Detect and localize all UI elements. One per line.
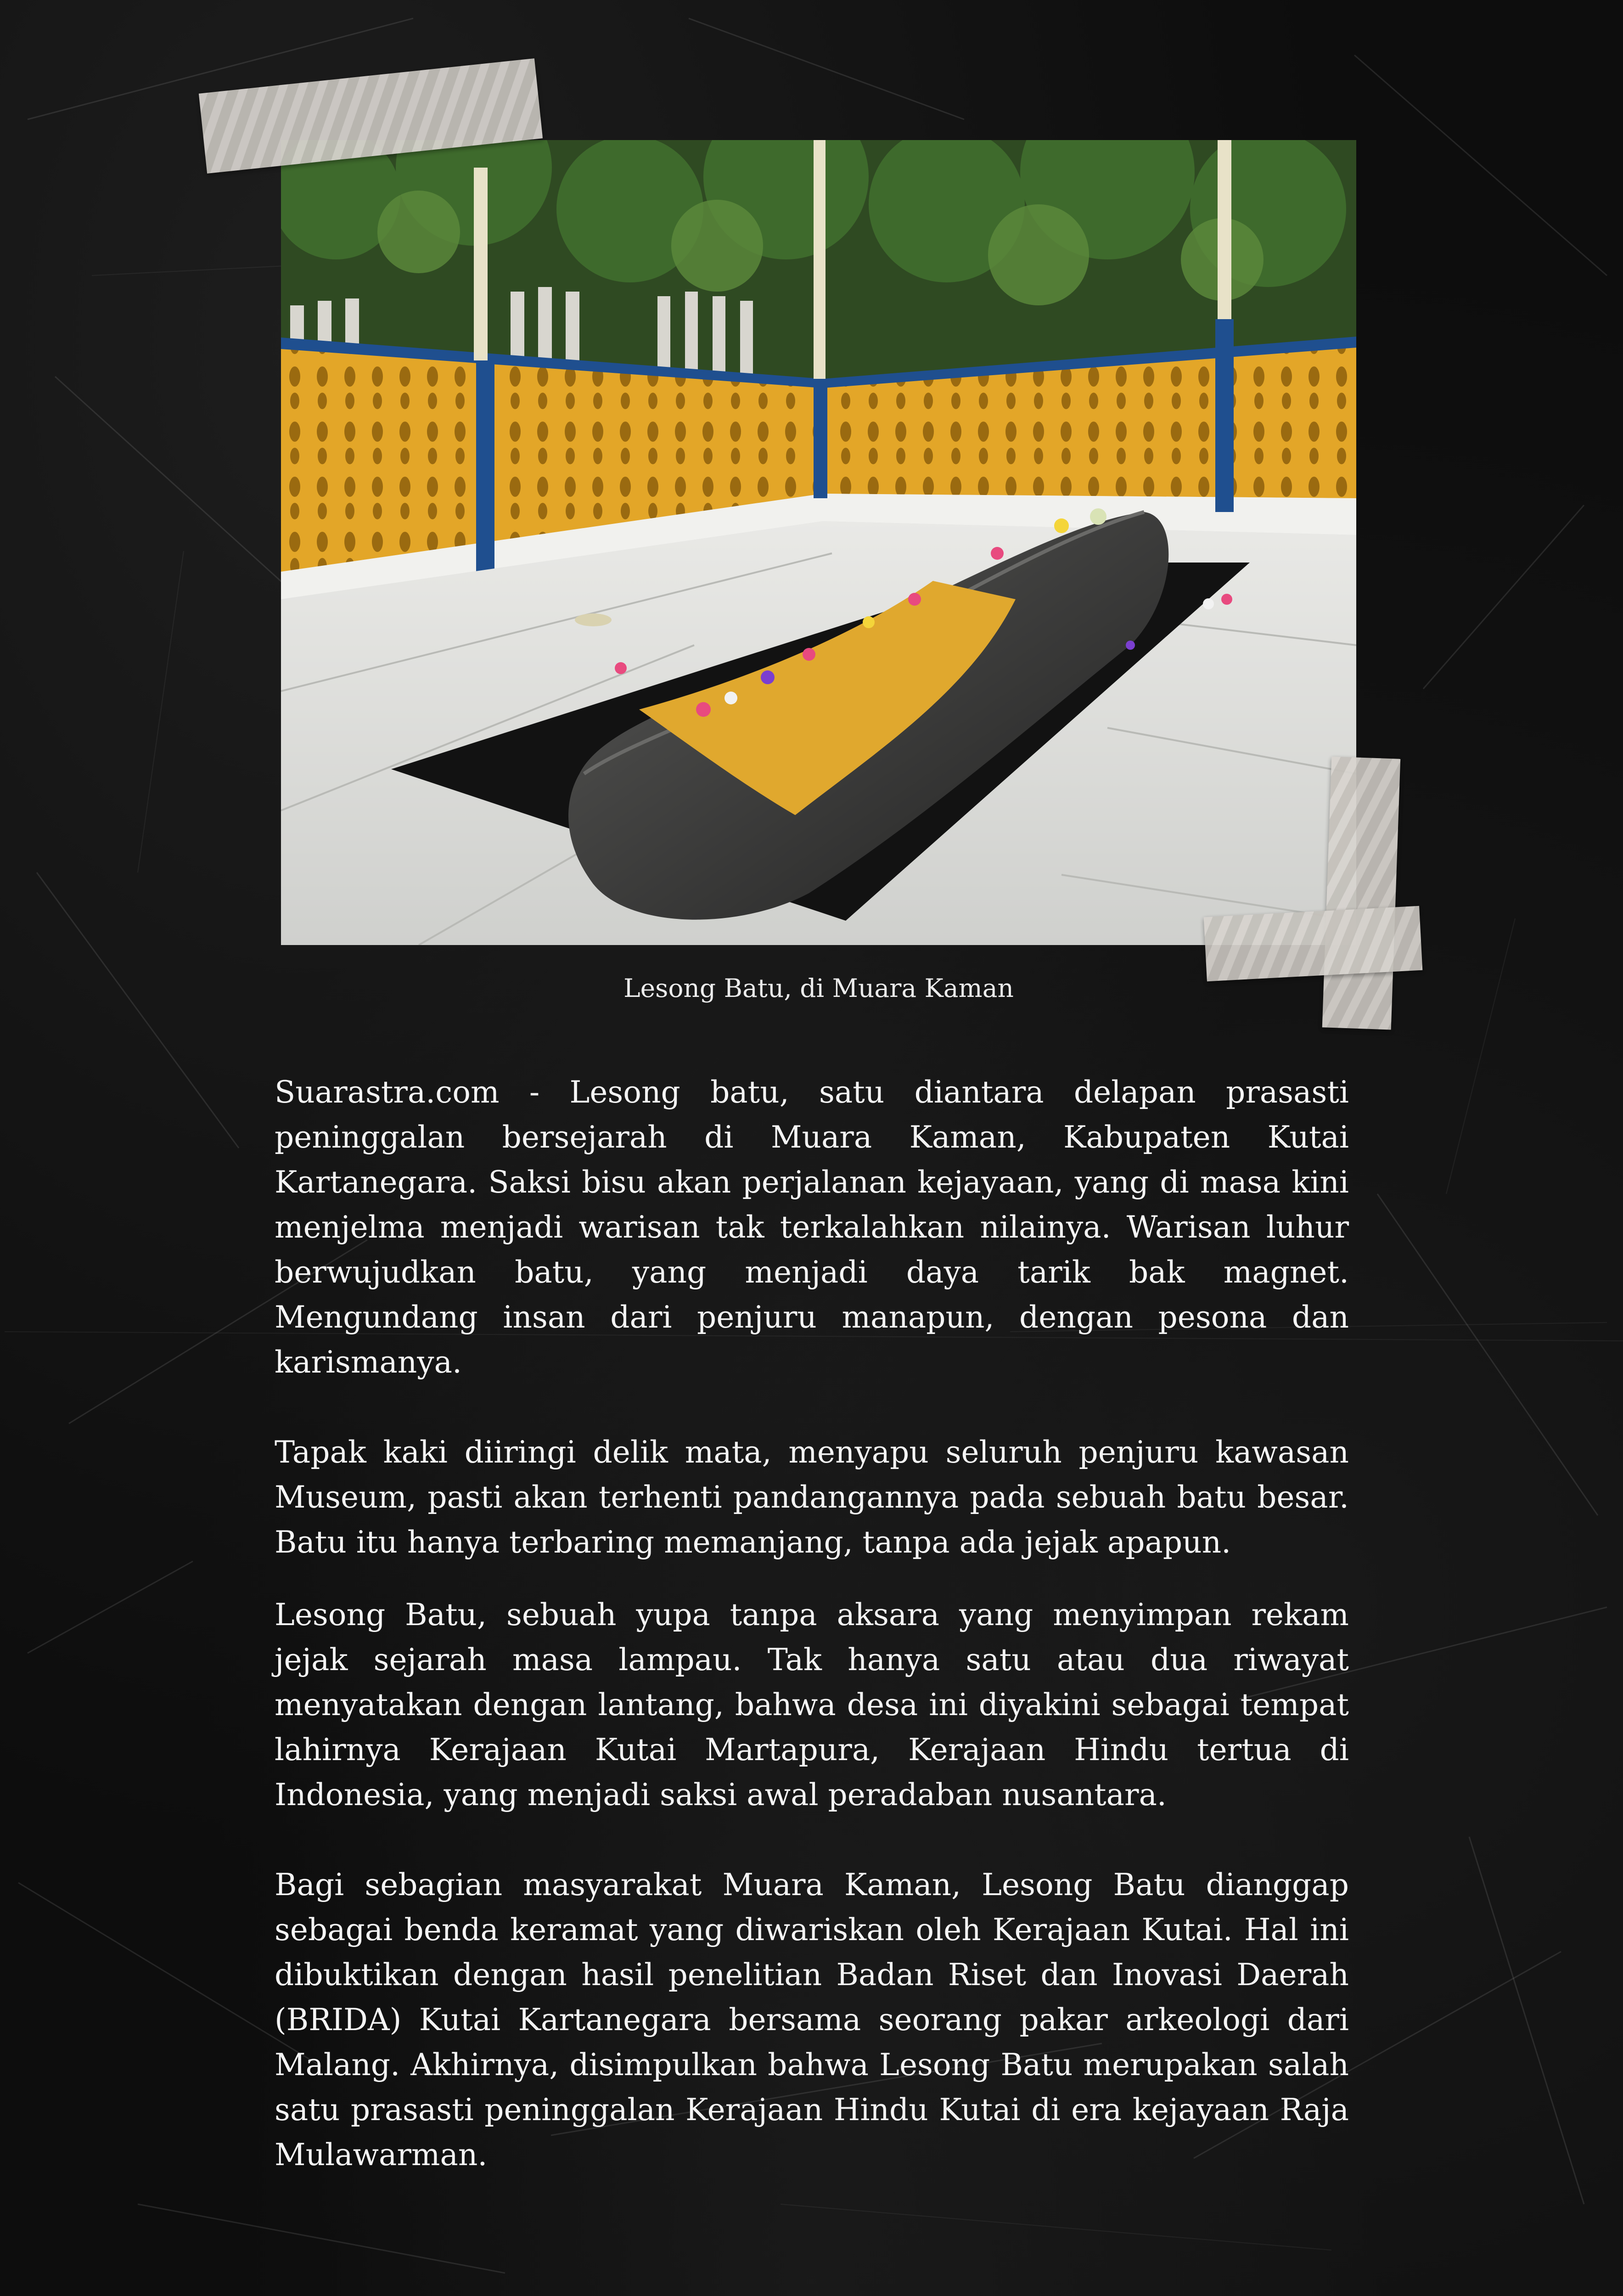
photo-caption: Lesong Batu, di Muara Kaman (623, 974, 1014, 1003)
stone-scene-illustration (281, 140, 1356, 945)
tape-strip-right-horizontal (1204, 906, 1423, 981)
article-paragraph-4: Bagi sebagian masyarakat Muara Kaman, Lesong Batu dianggap sebagai benda keramat yang diwariskan oleh Kerajaan Kutai. Hal ini dibuktikan dengan hasil penelitian Badan Riset dan Inovasi Daerah (BRIDA) Kutai Kartanegara bersama seorang pakar arkeologi dari Malang. Akhirnya, disimpulkan bahwa Lesong Batu merupakan salah satu prasasti peninggalan Kerajaan Hindu Kutai di era kejayaan Raja Mulawarman. (275, 1867, 1349, 2172)
article-body (275, 1070, 1349, 2178)
article-paragraph-1: Suarastra.com - Lesong batu, satu diantara delapan prasasti peninggalan bersejarah di Muara Kaman, Kabupaten Kutai Kartanegara. Saksi bisu akan perjalanan kejayaan, yang di masa kini menjelma menjadi warisan tak terkalahkan nilainya. Warisan luhur berwujudkan batu, yang menjadi daya tarik bak magnet. Mengundang insan dari penjuru manapun, dengan pesona dan karismanya. (275, 1075, 1349, 1380)
article-paragraph-2: Tapak kaki diiringi delik mata, menyapu seluruh penjuru kawasan Museum, pasti akan terhenti pandangannya pada sebuah batu besar. Batu itu hanya terbaring memanjang, tanpa ada jejak apapun. (275, 1435, 1349, 1560)
lesong-batu-photo (281, 140, 1356, 945)
article-paragraph-3: Lesong Batu, sebuah yupa tanpa aksara yang menyimpan rekam jejak sejarah masa lampau. Tak hanya satu atau dua riwayat menyatakan dengan lantang, bahwa desa ini diyakini sebagai tempat lahirnya Kerajaan Kutai Martapura, Kerajaan Hindu tertua di Indonesia, yang menjadi saksi awal peradaban nusantara. (275, 1597, 1349, 1812)
